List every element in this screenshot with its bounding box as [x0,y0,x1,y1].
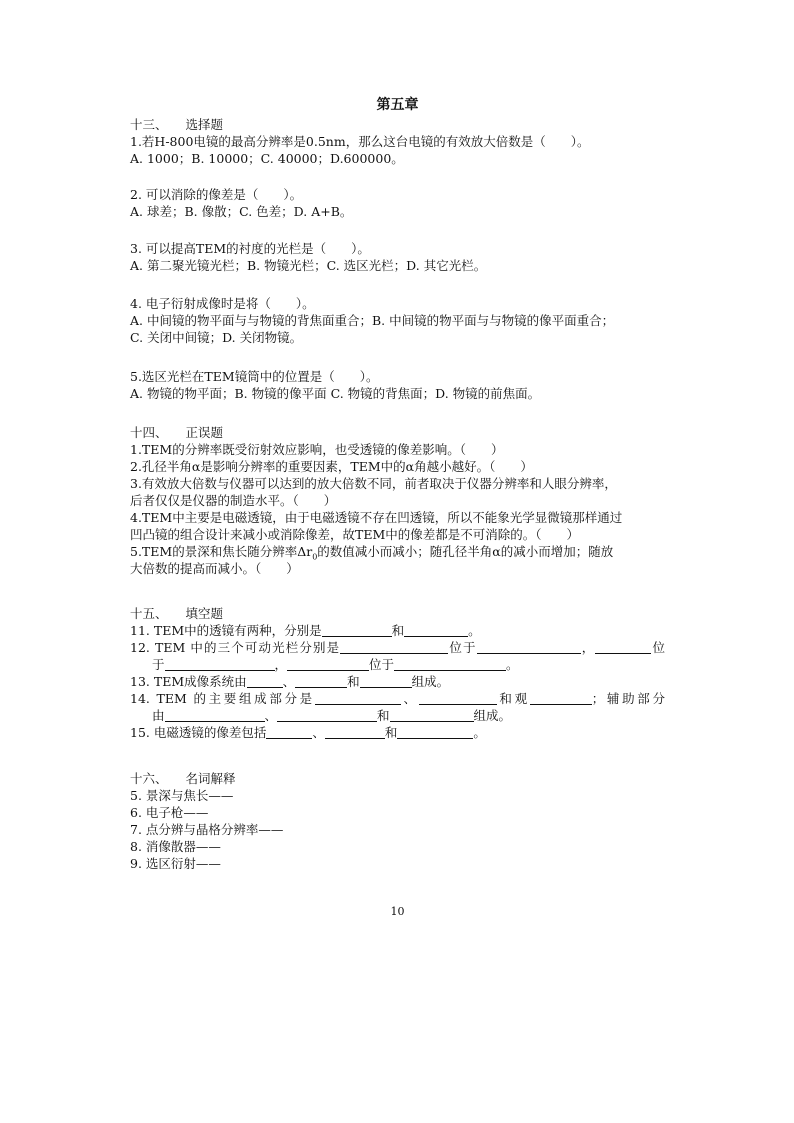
blank-field[interactable] [390,708,474,722]
section-terms [130,770,665,872]
question-1: 1.若H-800电镜的最高分辨率是0.5nm，那么这台电镜的有效放大倍数是（ ）。 [130,134,590,149]
statement-4-line1: 4.TEM中主要是电磁透镜，由于电磁透镜不存在凹透镜，所以不能象光学显微镜那样通过 [130,510,623,525]
fill-14-line1: 14. TEM 的主要组成部分是 、 和观 ；辅助部分 [130,691,665,706]
term-item: 8. 消像散器—— [130,839,221,854]
blank-field[interactable] [340,640,448,654]
statement-1: 1.TEM的分辨率既受衍射效应影响，也受透镜的像差影响。（ ） [130,442,504,457]
question-2-options: A. 球差；B. 像散；C. 色差；D. A+B。 [130,204,353,219]
section-fill [130,605,665,741]
question-4-block [130,295,665,346]
blank-field[interactable] [325,725,385,739]
statement-5-line1: 5.TEM的景深和焦长随分辨率$\Delta r_0$的数值减小而减小；随孔径半角α的减小而增加；随放 [130,544,614,562]
blank-field[interactable] [266,725,312,739]
question-4-options-line1: A. 中间镜的物平面与与物镜的背焦面重合；B. 中间镜的物平面与与物镜的像平面重合； [130,313,615,328]
fill-12-line1: 12. TEM 中的三个可动光栏分别是 位于 ， 位 [130,640,665,655]
question-1-options: A. 1000；B. 10000；C. 40000；D.600000。 [130,151,404,166]
blank-field[interactable] [287,657,369,671]
question-2: 2. 可以消除的像差是（ ）。 [130,187,303,202]
question-3: 3. 可以提高TEM的衬度的光栏是（ ）。 [130,241,370,256]
blank-field[interactable] [397,725,473,739]
section-heading: 十三、 选择题 [130,117,224,132]
page-number: 10 [390,905,405,918]
statement-3-line1: 3.有效放大倍数与仪器可以达到的放大倍数不同，前者取决于仪器分辨率和人眼分辨率， [130,476,617,491]
blank-field[interactable] [295,674,347,688]
term-item: 6. 电子枪—— [130,805,209,820]
blank-field[interactable] [394,657,506,671]
question-3-options: A. 第二聚光镜光栏；B. 物镜光栏；C. 选区光栏；D. 其它光栏。 [130,258,487,273]
blank-field[interactable] [477,640,581,654]
statement-5-line2: 大倍数的提高而减小。（ ） [130,561,299,576]
term-item: 7. 点分辨与晶格分辨率—— [130,822,284,837]
section-choice [130,116,665,167]
term-item: 5. 景深与焦长—— [130,788,234,803]
question-5-options: A. 物镜的物平面；B. 物镜的像平面 C. 物镜的背焦面；D. 物镜的前焦面。 [130,386,541,401]
blank-field[interactable] [419,691,497,705]
blank-field[interactable] [315,691,401,705]
statement-3-line2: 后者仅仅是仪器的制造水平。（ ） [130,493,337,508]
fill-14-line2: 由 、 和 组成。 [152,708,512,723]
section-truefalse [130,424,665,577]
question-5: 5.选区光栏在TEM镜筒中的位置是（ ）。 [130,369,379,384]
blank-field[interactable] [277,708,377,722]
question-2-block [130,186,665,220]
section-heading: 十五、 填空题 [130,606,224,621]
blank-field[interactable] [165,708,265,722]
term-item: 9. 选区衍射—— [130,856,221,871]
blank-field[interactable] [530,691,592,705]
question-4: 4. 电子衍射成像时是将（ ）。 [130,296,315,311]
question-3-block [130,240,665,274]
question-4-options-line2: C. 关闭中间镜；D. 关闭物镜。 [130,330,303,345]
fill-11: 11. TEM中的透镜有两种，分别是 和 。 [130,623,481,638]
statement-4-line2: 凹凸镜的组合设计来减小或消除像差，故TEM中的像差都是不可消除的。（ ） [130,527,580,542]
blank-field[interactable] [595,640,651,654]
blank-field[interactable] [404,623,468,637]
fill-12-line2: 于 ， 位于 。 [152,657,519,672]
section-heading: 十六、 名词解释 [130,771,236,786]
chapter-title: 第五章 [376,97,419,113]
question-5-block [130,368,665,402]
fill-15: 15. 电磁透镜的像差包括 、 和 。 [130,725,486,740]
blank-field[interactable] [322,623,392,637]
section-heading: 十四、 正误题 [130,425,224,440]
blank-field[interactable] [360,674,412,688]
blank-field[interactable] [247,674,283,688]
blank-field[interactable] [165,657,275,671]
statement-2: 2.孔径半角α是影响分辨率的重要因素，TEM中的α角越小越好。（ ） [130,459,533,474]
fill-13: 13. TEM成像系统由 、 和 组成。 [130,674,450,689]
